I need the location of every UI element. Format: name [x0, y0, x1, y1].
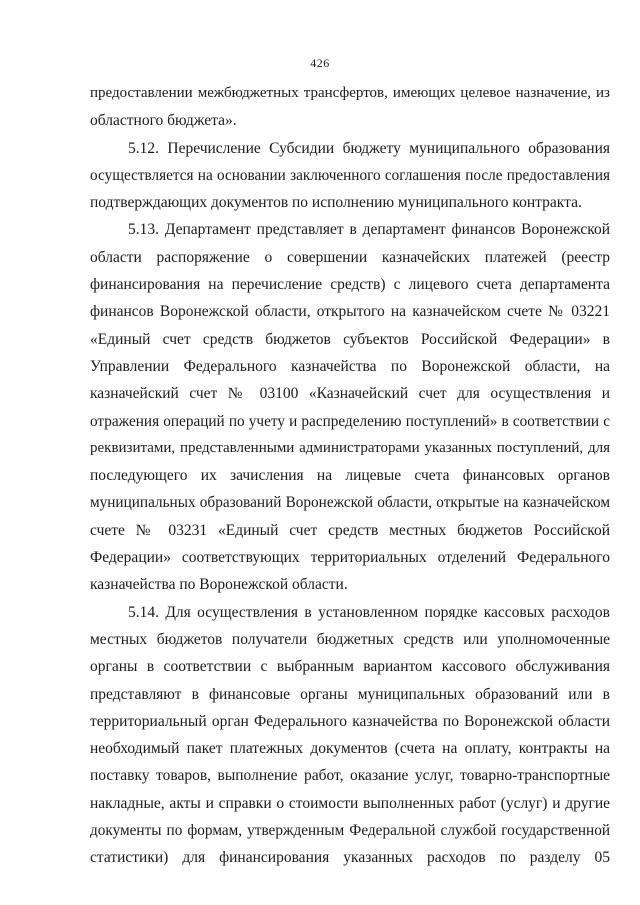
text-line: области распоряжение о совершении казначейских платежей (реестр: [90, 248, 610, 266]
text-line: областного бюджета».: [90, 112, 237, 130]
text-line: документы по формам, утвержденным Федеральной службой государственной: [90, 822, 610, 840]
text-line: реквизитами, представленными администраторами указанных поступлений, для: [90, 439, 610, 456]
text-line: территориальный орган Федерального казначейства по Воронежской области: [90, 712, 610, 730]
text-line: осуществляется на основании заключенного соглашения после предоставления: [90, 166, 610, 184]
text-line: поставку товаров, выполнение работ, оказание услуг, товарно-транспортные: [90, 767, 610, 785]
text-line: Федерации» соответствующих территориальных отделений Федерального: [90, 549, 610, 567]
text-line: предоставлении межбюджетных трансфертов, имеющих целевое назначение, из: [90, 85, 610, 101]
text-line: накладные, акты и справки о стоимости выполненных работ (услуг) и другие: [90, 794, 610, 812]
text-line: органы в соответствии с выбранным вариантом кассового обслуживания: [90, 658, 610, 676]
text-line: финансов Воронежской области, открытого на казначейском счете № 03221: [90, 303, 610, 321]
text-line: «Единый счет средств бюджетов субъектов Российской Федерации» в: [90, 330, 610, 348]
text-line: 5.13. Департамент представляет в департамент финансов Воронежской: [128, 221, 610, 239]
text-line: представляют в финансовые органы муниципальных образований или в: [90, 685, 610, 703]
text-line: казначейства по Воронежской области.: [90, 576, 348, 594]
text-line: местных бюджетов получатели бюджетных средств или уполномоченные: [90, 630, 610, 648]
text-line: счете № 03231 «Единый счет средств местных бюджетов Российской: [90, 521, 610, 539]
text-line: финансирования на перечисление средств) с лицевого счета департамента: [90, 276, 610, 294]
text-line: казначейский счет № 03100 «Казначейский счет для осуществления и: [90, 385, 610, 403]
text-line: Управлении Федерального казначейства по Воронежской области, на: [90, 357, 610, 375]
document-body: [90, 80, 610, 872]
text-line: статистики) для финансирования указанных расходов по разделу 05: [90, 849, 610, 867]
text-line: 5.14. Для осуществления в установленном порядке кассовых расходов: [128, 603, 610, 621]
text-line: последующего их зачисления на лицевые счета финансовых органов: [90, 467, 610, 485]
text-line: необходимый пакет платежных документов (счета на оплату, контракты на: [90, 740, 610, 758]
text-line: подтверждающих документов по исполнению муниципального контракта.: [90, 194, 582, 212]
page-number: 426: [310, 56, 330, 70]
text-line: муниципальных образований Воронежской области, открытые на казначейском: [90, 494, 610, 512]
text-line: отражения операций по учету и распределению поступлений» в соответствии с: [90, 412, 610, 430]
text-line: 5.12. Перечисление Субсидии бюджету муниципального образования: [128, 139, 610, 157]
